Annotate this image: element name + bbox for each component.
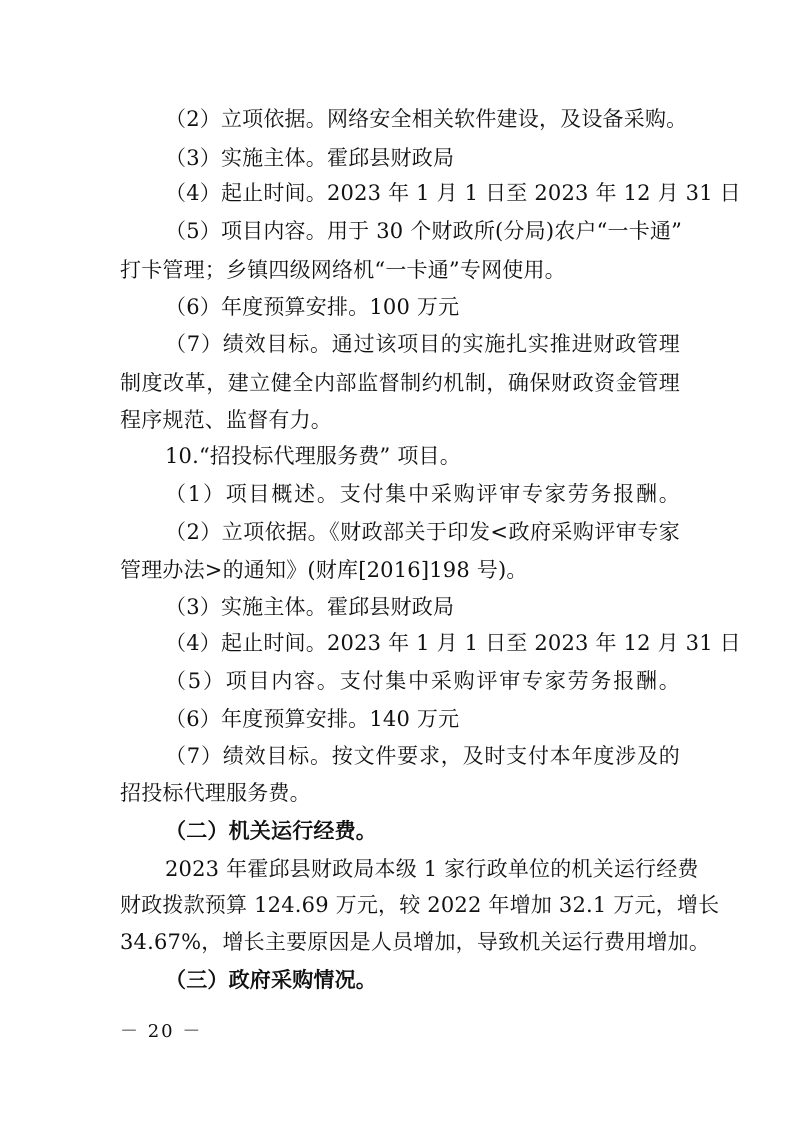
paragraph-line: （5）项目内容。支付集中采购评审专家劳务报酬。 xyxy=(165,669,680,693)
paragraph-line: （6）年度预算安排。100 万元 xyxy=(165,295,460,319)
paragraph-line: （7）绩效目标。按文件要求，及时支付本年度涉及的 xyxy=(165,744,680,768)
paragraph-line: （5）项目内容。用于 30 个财政所(分局)农户“一卡通” xyxy=(165,219,683,243)
paragraph-line: （1）项目概述。支付集中采购评审专家劳务报酬。 xyxy=(165,482,680,506)
paragraph-line: （4）起止时间。2023 年 1 月 1 日至 2023 年 12 月 31 日 xyxy=(165,631,741,655)
paragraph-line: 财政拨款预算 124.69 万元，较 2022 年增加 32.1 万元，增长 xyxy=(120,893,720,917)
paragraph-line: 2023 年霍邱县财政局本级 1 家行政单位的机关运行经费 xyxy=(165,857,699,881)
section-heading: （三）政府采购情况。 xyxy=(165,967,377,992)
paragraph-line: 招投标代理服务费。 xyxy=(120,781,311,805)
paragraph-line: （6）年度预算安排。140 万元 xyxy=(165,707,460,731)
paragraph-line: 程序规范、监督有力。 xyxy=(120,408,332,432)
paragraph-line: （3）实施主体。霍邱县财政局 xyxy=(165,595,455,619)
paragraph-line: 制度改革，建立健全内部监督制约机制，确保财政资金管理 xyxy=(120,371,680,395)
paragraph-line: （2）立项依据。网络安全相关软件建设，及设备采购。 xyxy=(165,107,688,131)
paragraph-line: （3）实施主体。霍邱县财政局 xyxy=(165,146,455,170)
section-heading: （二）机关运行经费。 xyxy=(165,818,377,843)
paragraph-line: （2）立项依据。《财政部关于印发<政府采购评审专家 xyxy=(165,520,680,544)
paragraph-line: （4）起止时间。2023 年 1 月 1 日至 2023 年 12 月 31 日 xyxy=(165,181,741,205)
paragraph-line: （7）绩效目标。通过该项目的实施扎实推进财政管理 xyxy=(165,332,680,356)
section-heading: 10.“招投标代理服务费” 项目。 xyxy=(165,444,461,468)
paragraph-line: 34.67%，增长主要原因是人员增加，导致机关运行费用增加。 xyxy=(120,930,711,954)
page-number: － 20 － xyxy=(120,1021,203,1042)
paragraph-line: 管理办法>的通知》(财库[2016]198 号)。 xyxy=(120,558,528,582)
paragraph-line: 打卡管理；乡镇四级网络机“一卡通”专网使用。 xyxy=(120,258,566,282)
